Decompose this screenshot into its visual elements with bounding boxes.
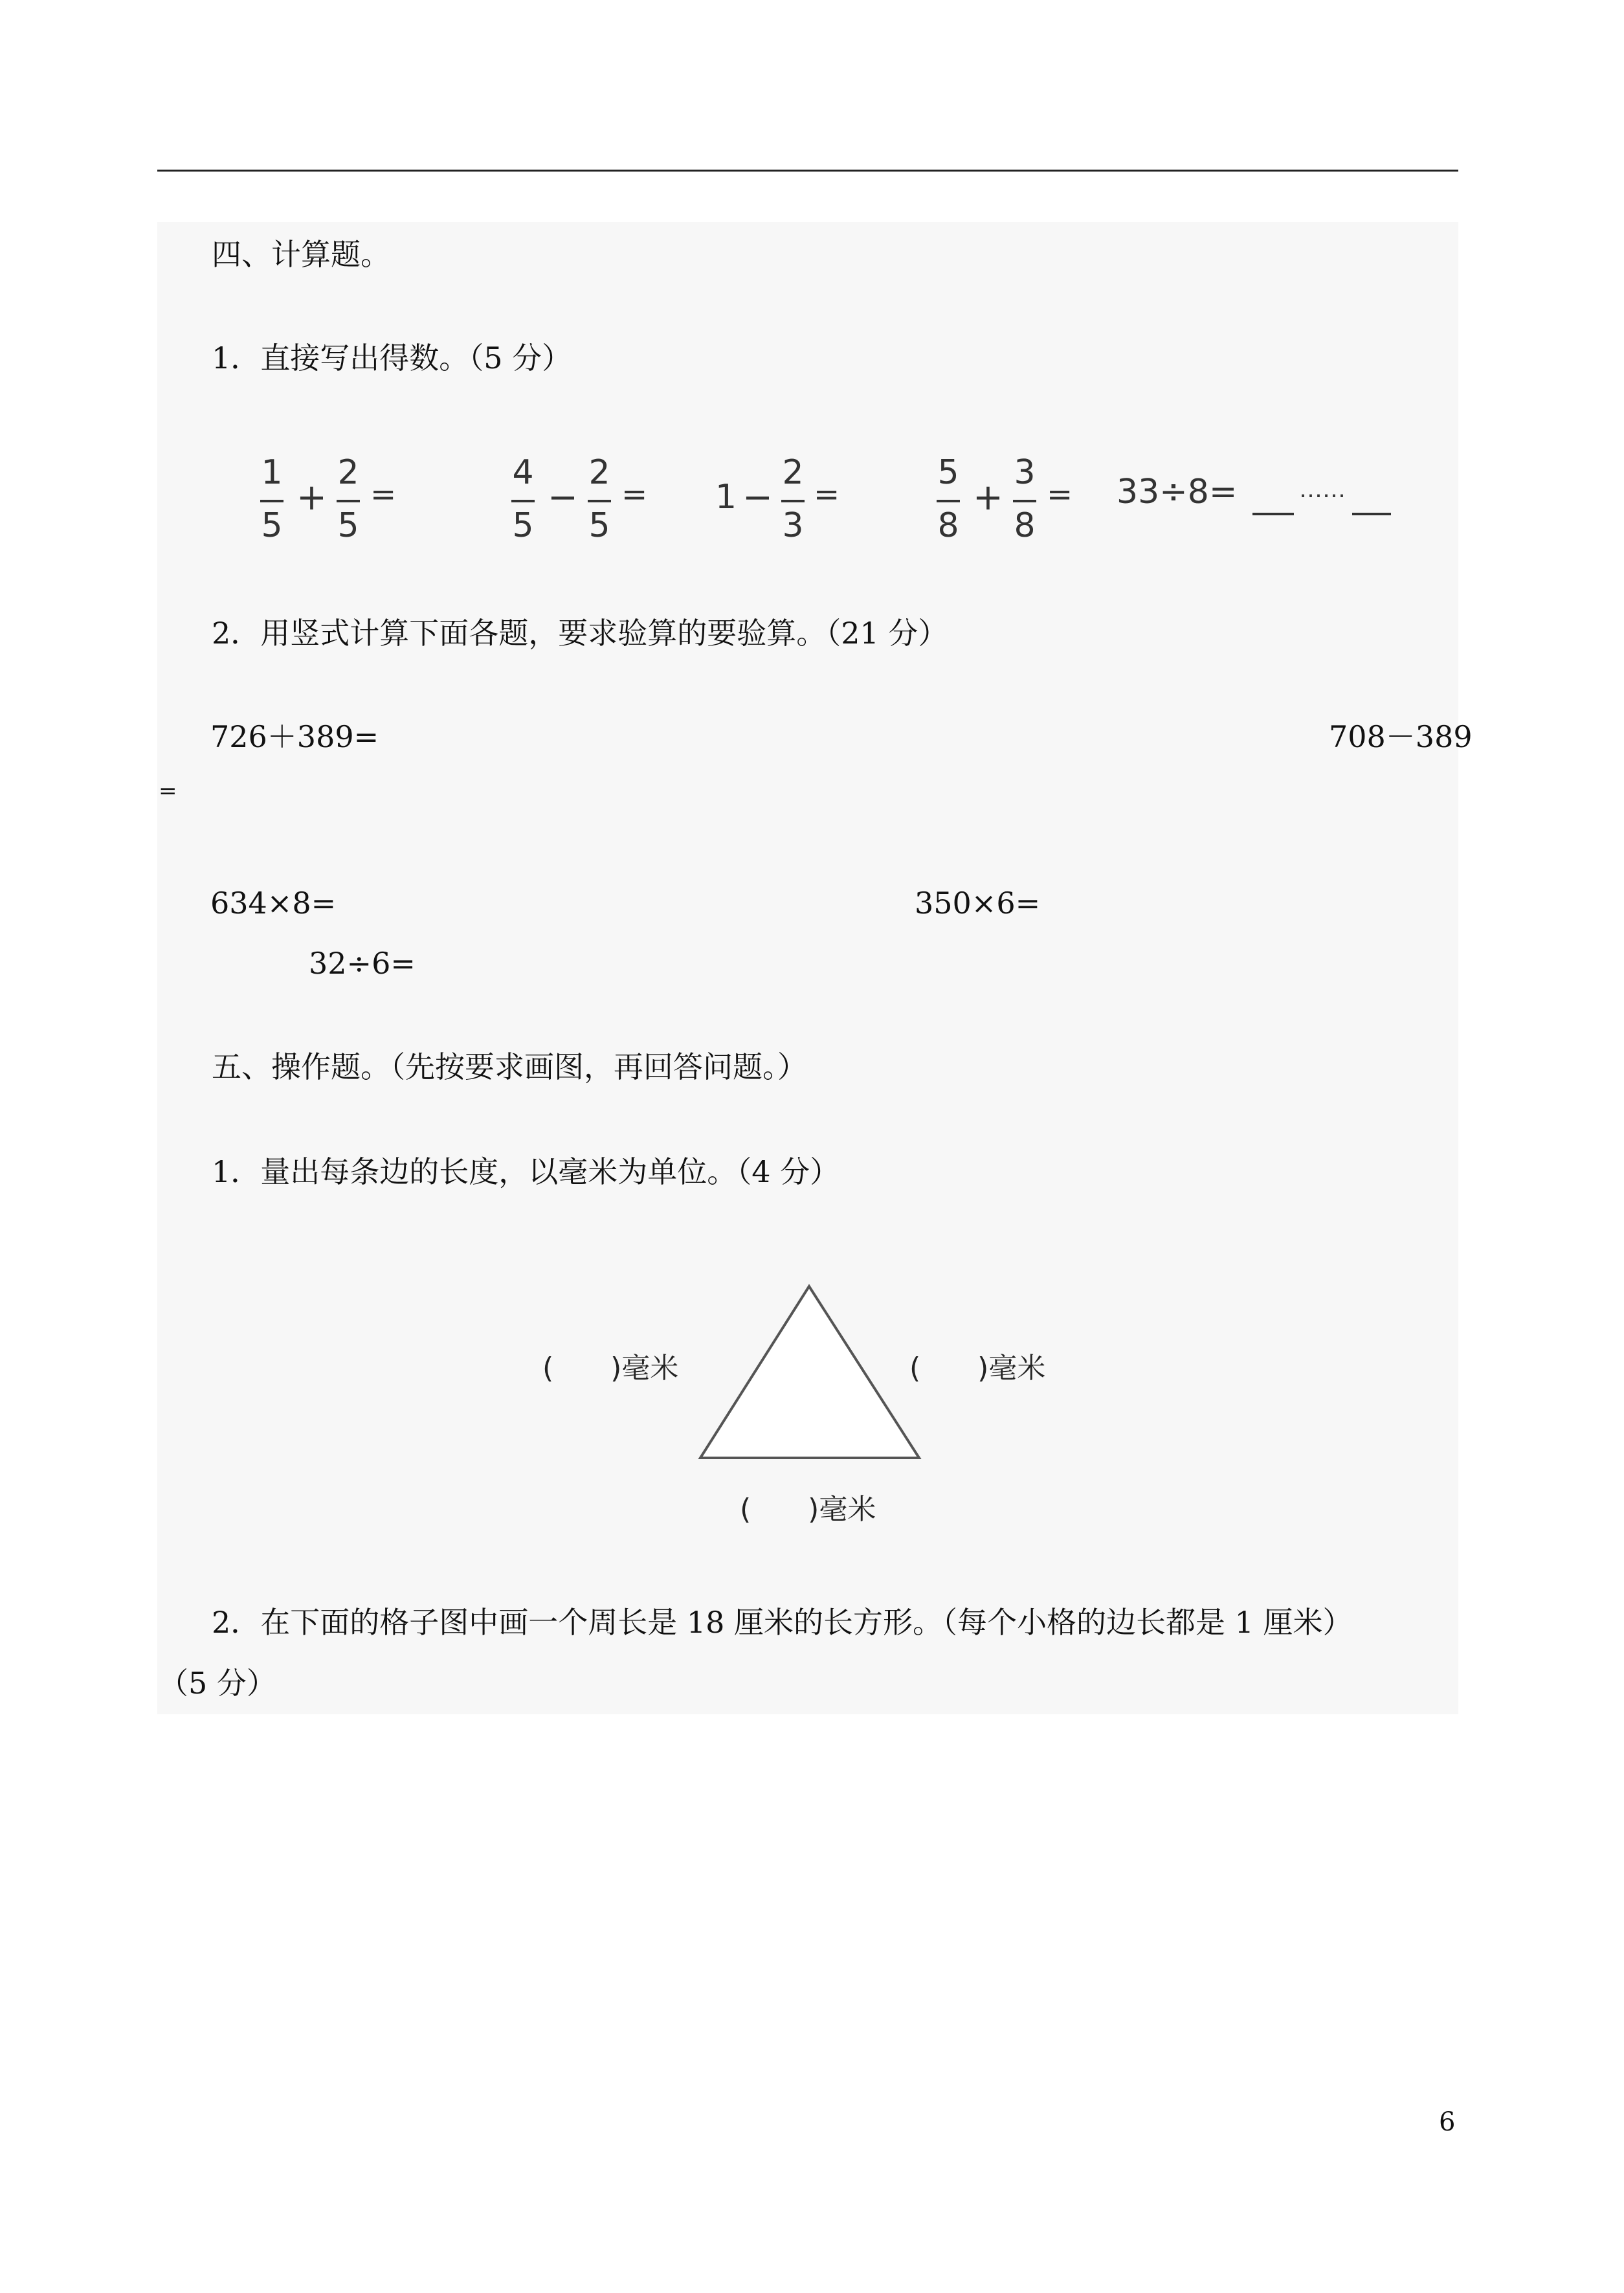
operator: − [742, 476, 773, 519]
calc-equals-wrap: = [159, 778, 177, 804]
fraction-bar [260, 500, 284, 502]
division-remainder-expression [1117, 473, 1408, 518]
question-5-1: 1．量出每条边的长度，以毫米为单位。（4 分） [212, 1154, 840, 1189]
question-5-2-points: （5 分） [159, 1666, 276, 1701]
calc-32-div-6: 32÷6= [309, 946, 416, 981]
section-5-title: 五、操作题。（先按要求画图，再回答问题。） [212, 1049, 807, 1084]
denominator: 8 [1014, 506, 1036, 545]
remainder-blank [1352, 513, 1391, 515]
page-number: 6 [1439, 2107, 1456, 2137]
section-4-title: 四、计算题。 [212, 237, 390, 272]
fraction-expression-3 [715, 453, 851, 544]
denominator: 5 [588, 506, 610, 545]
right-side-label: ( )毫米 [909, 1352, 1046, 1385]
fraction-expression-2 [510, 453, 652, 544]
left-side-label: ( )毫米 [542, 1352, 679, 1385]
triangle [700, 1286, 919, 1458]
equals-sign: = [370, 476, 397, 513]
denominator: 5 [337, 506, 359, 545]
bottom-side-label: ( )毫米 [740, 1493, 876, 1526]
fraction-bar [337, 500, 360, 502]
equals-sign: = [621, 476, 648, 513]
question-4-2: 2．用竖式计算下面各题，要求验算的要验算。（21 分） [212, 616, 948, 651]
equals-sign: = [814, 476, 840, 513]
header-rule [157, 170, 1458, 172]
question-5-2: 2．在下面的格子图中画一个周长是 18 厘米的长方形。（每个小格的边长都是 1 厘米） [212, 1605, 1353, 1640]
remainder-dots: …… [1299, 476, 1346, 503]
denominator: 5 [512, 506, 534, 545]
fraction-bar [781, 500, 805, 502]
denominator: 5 [261, 506, 283, 545]
fraction-bar [1013, 500, 1036, 502]
denominator: 8 [937, 506, 959, 545]
operator: + [296, 476, 327, 519]
equals-sign: = [1047, 476, 1073, 513]
denominator: 3 [782, 506, 804, 545]
numerator: 5 [937, 453, 959, 492]
numerator: 1 [261, 453, 283, 492]
fraction-bar [937, 500, 960, 502]
calc-726-plus-389: 726＋389= [210, 719, 379, 754]
numerator: 2 [588, 453, 610, 492]
numerator: 2 [782, 453, 804, 492]
calc-634-times-8: 634×8= [210, 886, 337, 921]
fraction-bar [511, 500, 535, 502]
quotient-blank [1252, 513, 1294, 515]
numerator: 4 [512, 453, 534, 492]
numerator: 2 [337, 453, 359, 492]
triangle-figure [693, 1279, 926, 1466]
whole-number: 1 [715, 478, 737, 517]
fraction-expression-4 [935, 453, 1078, 544]
fraction-expression-1 [259, 453, 401, 544]
fraction-bar [588, 500, 611, 502]
operator: + [973, 476, 1003, 519]
operator: − [548, 476, 578, 519]
calc-350-times-6: 350×6= [915, 886, 1041, 921]
question-4-1: 1．直接写出得数。（5 分） [212, 341, 572, 375]
calc-708-minus-389: 708－389 [1329, 719, 1473, 754]
numerator: 3 [1014, 453, 1036, 492]
division-text: 33÷8= [1117, 473, 1238, 511]
